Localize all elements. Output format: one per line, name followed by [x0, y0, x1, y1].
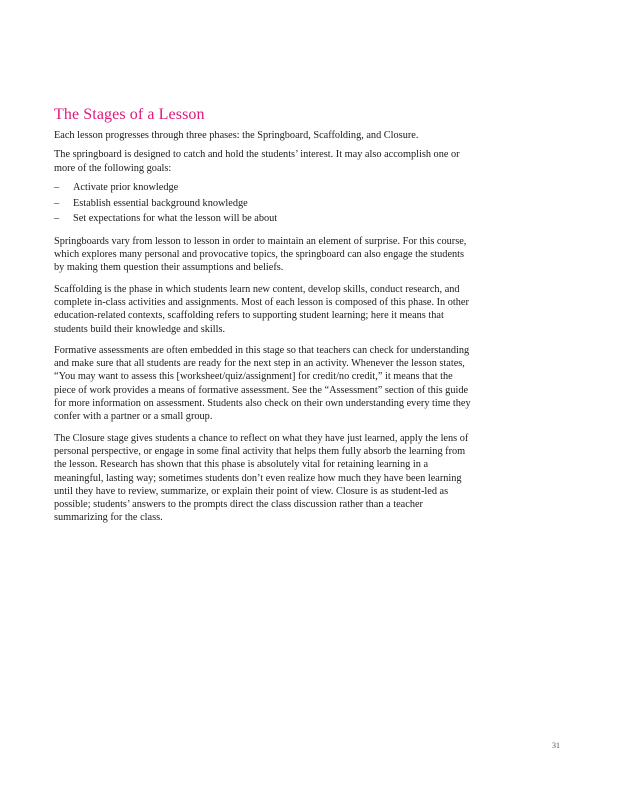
goal-item	[54, 181, 474, 194]
closure-paragraph: The Closure stage gives students a chance to reflect on what they have just learned, apply the lens of personal perspective, or engage in some final activity that helps them fully absorb the learning from the lesson. Research has shown that this phase is absolutely vital for retaining learning in a meaningful, lasting way; sometimes students don’t even realize how much they have been learning until they have to review, summarize, or explain their point of view. Closure is as student-led as possible; students’ answers to the prompts direct the class discussion rather than a teacher summarizing for the class.	[54, 432, 469, 524]
page-content	[54, 106, 474, 533]
page-number: 31	[552, 741, 560, 750]
section-title: The Stages of a Lesson	[54, 106, 205, 123]
goal-text: Activate prior knowledge	[73, 181, 179, 193]
goal-text: Establish essential background knowledge	[73, 197, 248, 209]
goal-text: Set expectations for what the lesson will be about	[73, 213, 278, 225]
dash-bullet: –	[54, 213, 60, 225]
goals-list	[54, 181, 474, 226]
goal-item	[54, 197, 474, 210]
scaffolding-paragraph: Scaffolding is the phase in which students learn new content, develop skills, conduct research, and complete in-class activities and assignments. Most of each lesson is composed of this phase. In other education-related contexts, scaffolding refers to supporting student learning; here it means that students build their knowledge and skills.	[54, 283, 469, 335]
goal-item	[54, 212, 474, 225]
formative-assessment-paragraph: Formative assessments are often embedded in this stage so that teachers can check for understanding and make sure that all students are ready for the next step in an activity. Whenever the lesson states, “You may want to assess this [worksheet/quiz/assignment] for credit/no credit,” it means that the piece of work provides a means of formative assessment. See the “Assessment” section of this guide for more information on assessment. Students also check on their own understanding every time they confer with a partner or a small group.	[54, 344, 471, 423]
springboard-detail-paragraph: Springboards vary from lesson to lesson in order to maintain an element of surprise. For this course, which explores many personal and provocative topics, the springboard can also engage the students by making them question their assumptions and beliefs.	[54, 235, 467, 274]
dash-bullet: –	[54, 181, 60, 193]
intro-paragraph: Each lesson progresses through three phases: the Springboard, Scaffolding, and Closure.	[54, 130, 419, 141]
springboard-intro-paragraph: The springboard is designed to catch and hold the students’ interest. It may also accomplish one or more of the following goals:	[54, 149, 460, 174]
dash-bullet: –	[54, 197, 60, 209]
